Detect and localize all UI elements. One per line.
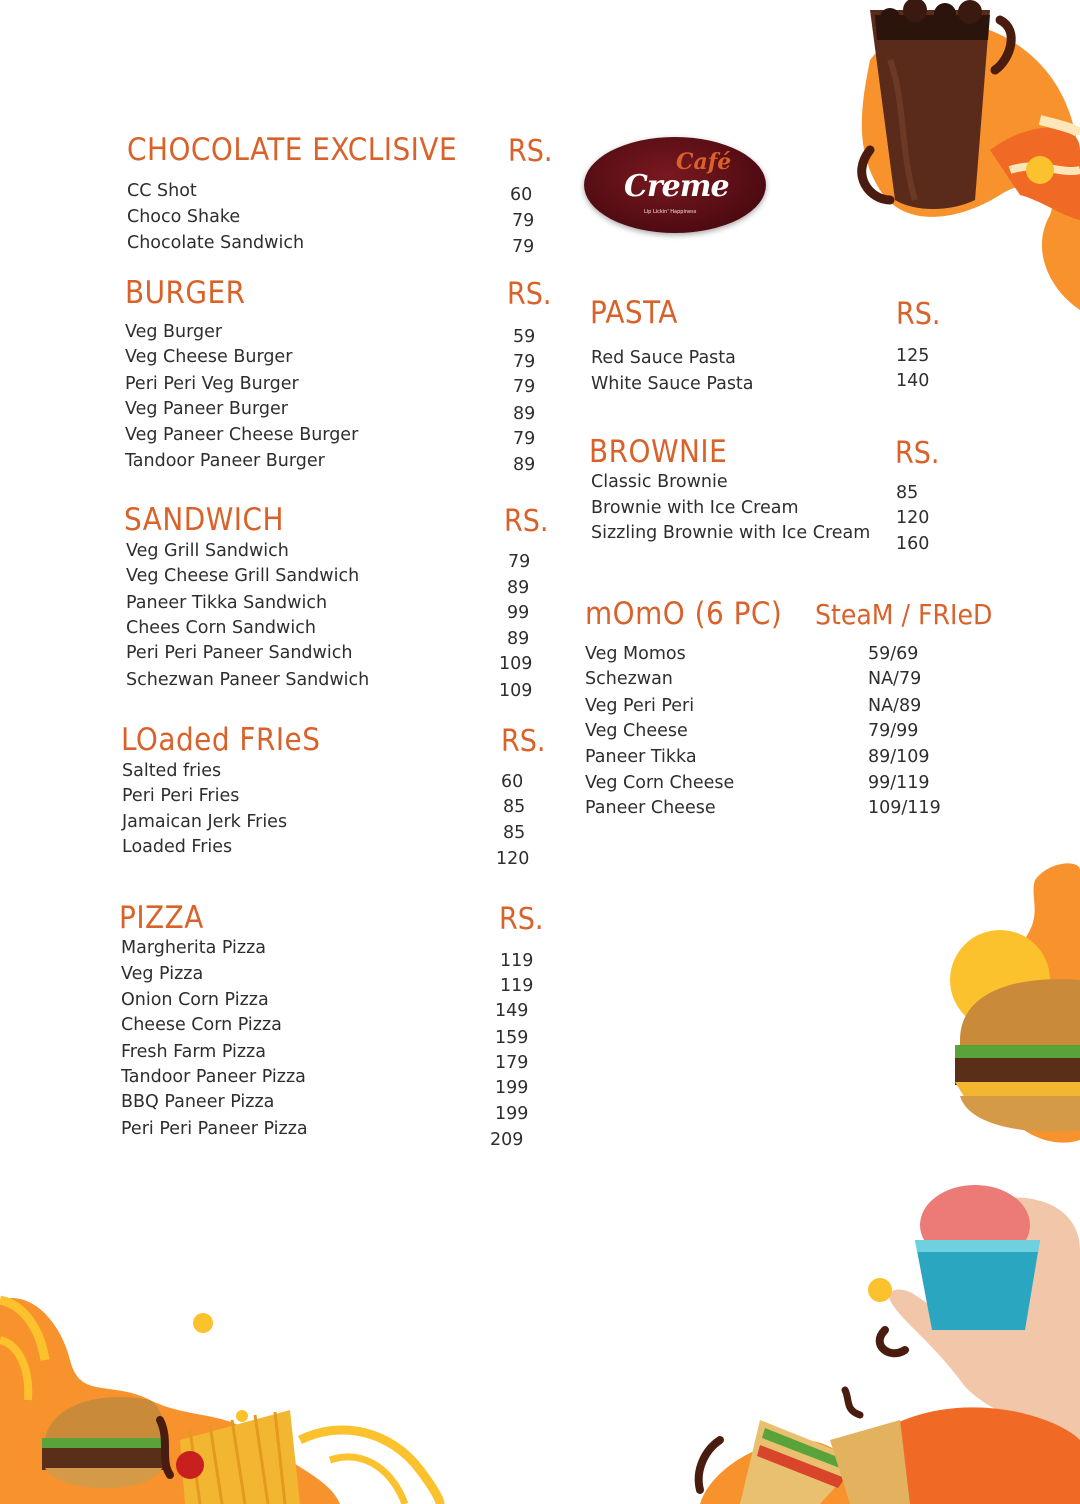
menu-item: Peri Peri Veg Burger [125,374,299,394]
menu-price: 160 [896,534,930,554]
menu-item: Schezwan [585,669,673,689]
menu-price: 120 [896,508,930,528]
menu-item: Choco Shake [127,207,241,227]
menu-item: Veg Corn Cheese [585,773,735,793]
menu-price: 199 [495,1104,529,1124]
menu-price: 59 [513,327,536,347]
menu-item: Peri Peri Paneer Pizza [121,1119,308,1139]
menu-item: BBQ Paneer Pizza [121,1092,275,1112]
menu-price: 79 [513,377,536,397]
menu-item: Chees Corn Sandwich [126,618,316,638]
cafe-creme-logo [584,137,766,233]
menu-price: 79 [512,237,535,257]
menu-price: NA/79 [868,669,922,689]
burger-fries-illustration [0,1298,440,1504]
menu-price: 99/119 [868,773,930,793]
menu-item: Veg Paneer Cheese Burger [125,425,359,445]
section-sandwich [124,502,549,701]
menu-item: Sizzling Brownie with Ice Cream [591,523,871,543]
menu-item: CC Shot [127,181,197,201]
ice-cream-illustration [868,1185,1080,1440]
menu-price: 59/69 [868,644,919,664]
menu-price: 140 [896,371,930,391]
menu-item: Veg Grill Sandwich [126,541,289,561]
section-fries [121,722,546,869]
price-header-brownie: RS. [895,436,940,471]
menu-price: 79/99 [868,721,919,741]
menu-price: 119 [500,951,534,971]
menu-item: Veg Cheese Grill Sandwich [126,566,360,586]
menu-price: 109 [499,654,533,674]
menu-item: Schezwan Paneer Sandwich [126,670,370,690]
menu-price: 159 [495,1028,529,1048]
menu-item: Veg Burger [125,322,223,342]
menu-price: 179 [495,1053,529,1073]
menu-price: 60 [510,185,533,205]
menu-item: Peri Peri Paneer Sandwich [126,643,353,663]
menu-price: 89/109 [868,747,930,767]
menu-item: Veg Peri Peri [585,696,695,716]
menu-item: Fresh Farm Pizza [121,1042,266,1062]
menu-item: Cheese Corn Pizza [121,1015,282,1035]
section-title-sandwich: SANDWICH [124,502,284,538]
logo-cafe-text: Café [676,149,732,175]
menu-price: 109/119 [868,798,941,818]
menu-price: 79 [512,211,535,231]
menu-item: Classic Brownie [591,472,728,492]
menu-price: NA/89 [868,696,922,716]
section-title-pizza: PIZZA [119,900,204,936]
section-chocolate [127,132,553,257]
section-brownie [589,434,969,554]
menu-item: Peri Peri Fries [122,786,240,806]
menu-item: Paneer Tikka [585,747,697,767]
menu-price: 79 [508,552,531,572]
logo-creme-text: Creme [624,169,729,204]
menu-item: Veg Momos [585,644,686,664]
section-pizza [119,900,544,1150]
menu-price: 89 [507,629,530,649]
menu-item: Loaded Fries [122,837,233,857]
menu-item: Veg Cheese [585,721,688,741]
menu-price: 85 [503,797,526,817]
menu-price: 89 [513,455,536,475]
menu-item: Brownie with Ice Cream [591,498,799,518]
section-title-momo: mOmO (6 PC) [585,596,783,632]
menu-price: 60 [501,772,524,792]
menu-item: Chocolate Sandwich [127,233,305,253]
menu-item: Veg Paneer Burger [125,399,288,419]
burger-illustration [950,863,1080,1142]
section-title-brownie: BROWNIE [589,434,728,470]
price-header-burger: RS. [507,277,552,312]
section-pasta [590,295,950,394]
price-header-pasta: RS. [896,297,941,332]
menu-price: 89 [513,404,536,424]
menu-price: 209 [490,1130,524,1150]
menu-price: 120 [496,849,530,869]
menu-item: Veg Cheese Burger [125,347,293,367]
menu-price: 149 [495,1001,529,1021]
menu-price: 109 [499,681,533,701]
menu-item: Veg Pizza [121,964,204,984]
price-header-chocolate: RS. [508,134,553,169]
menu-item: White Sauce Pasta [591,374,754,394]
section-title-pasta: PASTA [590,295,678,331]
menu-item: Paneer Cheese [585,798,716,818]
menu-price: 79 [513,429,536,449]
section-title-fries: LOaded FRIeS [121,722,321,758]
price-header-fries: RS. [501,724,546,759]
menu-item: Jamaican Jerk Fries [122,812,288,832]
menu-price: 199 [495,1078,529,1098]
chocolate-drink-illustration [862,0,1080,310]
menu-item: Margherita Pizza [121,938,267,958]
price-header-sandwich: RS. [504,504,549,539]
menu-item: Tandoor Paneer Burger [125,451,325,471]
section-title-burger: BURGER [125,275,246,311]
menu-item: Onion Corn Pizza [121,990,269,1010]
price-header-pizza: RS. [499,902,544,937]
menu-price: 125 [896,346,930,366]
menu-price: 119 [500,976,534,996]
menu-item: Red Sauce Pasta [591,348,736,368]
section-momo [585,596,993,818]
section-burger [125,275,552,475]
menu-price: 79 [513,352,536,372]
section-title-chocolate: CHOCOLATE EXCLISIVE [127,132,458,168]
price-header-momo: SteaM / FRIeD [815,598,993,631]
menu-price: 99 [507,603,530,623]
menu-item: Tandoor Paneer Pizza [121,1067,306,1087]
logo-tagline: Lip Lickin' Happiness [644,209,697,215]
menu-price: 85 [896,483,919,503]
menu-item: Salted fries [122,761,222,781]
menu-item: Paneer Tikka Sandwich [126,593,328,613]
menu-price: 85 [503,823,526,843]
menu-price: 89 [507,578,530,598]
